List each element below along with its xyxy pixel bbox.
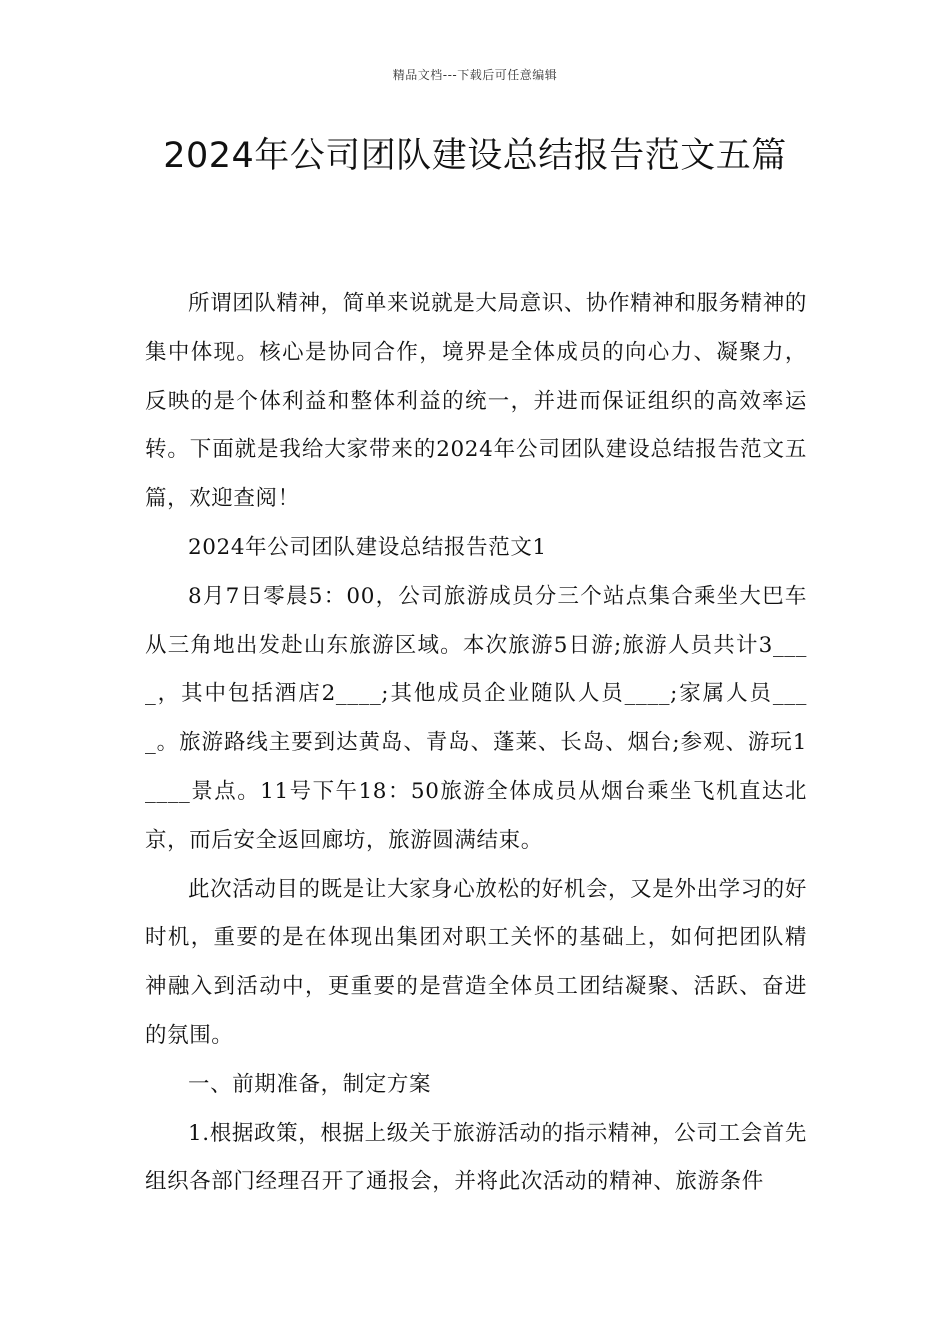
intro-paragraph: 所谓团队精神，简单来说就是大局意识、协作精神和服务精神的集中体现。核心是协同合作，境界是全体成员的向心力、凝聚力，反映的是个体利益和整体利益的统一，并进而保证组织的高效率运转。下面就是我给大家带来的2024年公司团队建设总结报告范文五篇，欢迎查阅！ <box>145 291 807 512</box>
trip-summary-paragraph: 8月7日零晨5：00，公司旅游成员分三个站点集合乘坐大巴车从三角地出发赴山东旅游区域。本次旅游5日游;旅游人员共计3____，其中包括酒店2____;其他成员企业随队人员____;家属人员____。旅游路线主要到达黄岛、青岛、蓬莱、长岛、烟台;参观、游玩1____景点。11号下午18：50旅游全体成员从烟台乘坐飞机直达北京，而后安全返回廊坊，旅游圆满结束。 <box>145 583 807 853</box>
section-heading-preparation: 一、前期准备，制定方案 <box>188 1071 432 1097</box>
activity-purpose-paragraph: 此次活动目的既是让大家身心放松的好机会，又是外出学习的好时机，重要的是在体现出集团对职工关怀的基础上，如何把团队精神融入到活动中，更重要的是营造全体员工团结凝聚、活跃、奋进的氛围。 <box>145 876 807 1048</box>
document-title: 2024年公司团队建设总结报告范文五篇 <box>163 136 787 176</box>
section-heading-article-1: 2024年公司团队建设总结报告范文1 <box>188 534 547 560</box>
policy-paragraph: 1.根据政策，根据上级关于旅游活动的指示精神，公司工会首先组织各部门经理召开了通报会，并将此次活动的精神、旅游条件 <box>145 1120 807 1195</box>
header-note: 精品文档---下载后可任意编辑 <box>392 68 558 82</box>
document-body <box>145 280 807 1207</box>
